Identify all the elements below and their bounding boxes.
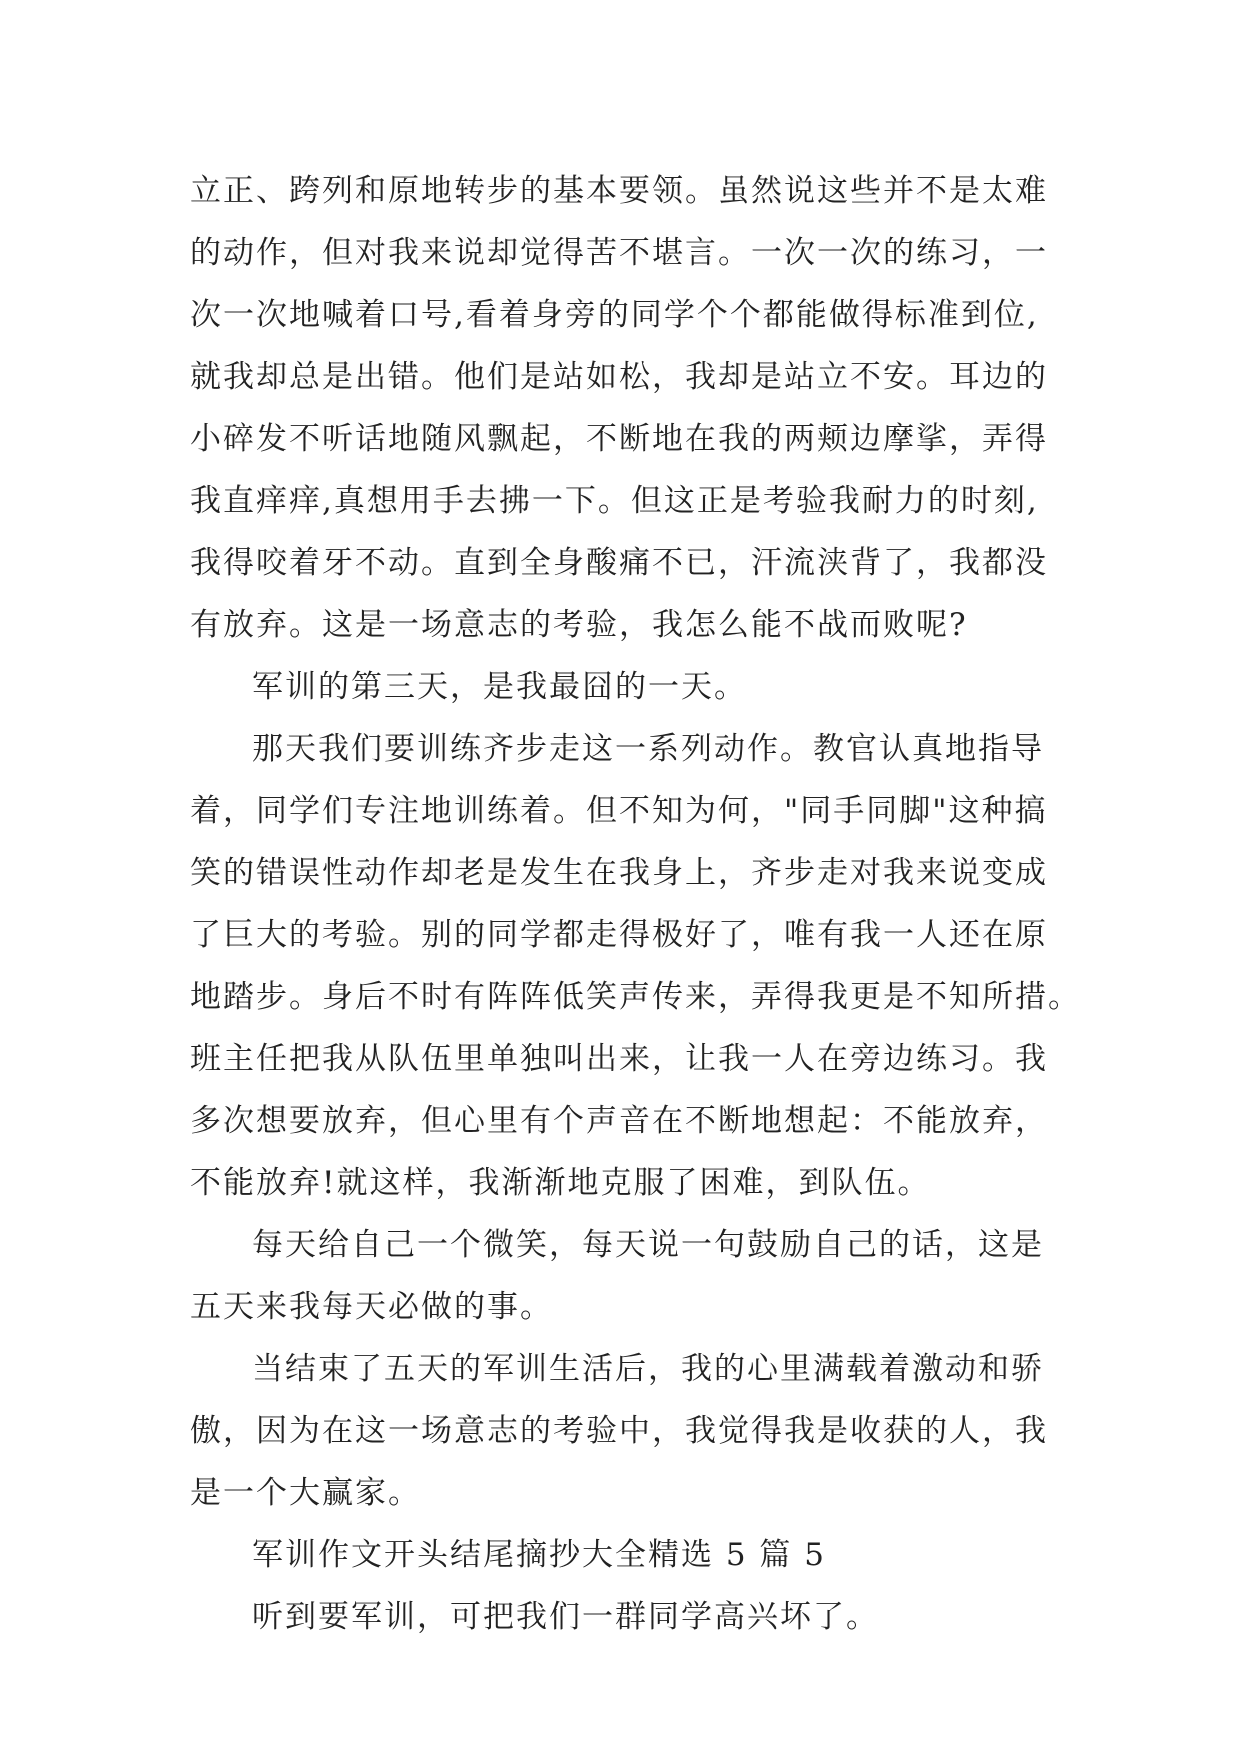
- text-line: 就我却总是出错。他们是站如松，我却是站立不安。耳边的: [190, 359, 1048, 395]
- text-line: 有放弃。这是一场意志的考验，我怎么能不战而败呢?: [190, 607, 968, 643]
- text-line: 傲，因为在这一场意志的考验中，我觉得我是收获的人，我: [190, 1413, 1048, 1449]
- text-line: 我得咬着牙不动。直到全身酸痛不已，汗流浃背了，我都没: [190, 545, 1048, 581]
- text-line: 了巨大的考验。别的同学都走得极好了，唯有我一人还在原: [190, 917, 1048, 953]
- text-line: 次一次地喊着口号,看着身旁的同学个个都能做得标准到位,: [190, 297, 1039, 333]
- paragraph-start-line: 每天给自己一个微笑，每天说一句鼓励自己的话，这是: [252, 1227, 1044, 1263]
- text-line: 我直痒痒,真想用手去拂一下。但这正是考验我耐力的时刻,: [190, 483, 1039, 519]
- text-line: 不能放弃!就这样，我渐渐地克服了困难，到队伍。: [190, 1165, 931, 1201]
- text-line: 班主任把我从队伍里单独叫出来，让我一人在旁边练习。我: [190, 1041, 1048, 1077]
- body-text: [190, 160, 1081, 1648]
- text-line: 小碎发不听话地随风飘起，不断地在我的两颊边摩挲，弄得: [190, 421, 1048, 457]
- text-line: 是一个大赢家。: [190, 1475, 421, 1511]
- text-line: 着，同学们专注地训练着。但不知为何，"同手同脚"这种搞: [190, 793, 1048, 829]
- text-line: 多次想要放弃，但心里有个声音在不断地想起：不能放弃，: [190, 1103, 1048, 1139]
- text-line: 立正、跨列和原地转步的基本要领。虽然说这些并不是太难: [190, 173, 1048, 209]
- paragraph-start-line: 当结束了五天的军训生活后，我的心里满载着激动和骄: [252, 1351, 1044, 1387]
- paragraph-start-line: 那天我们要训练齐步走这一系列动作。教官认真地指导: [252, 731, 1044, 767]
- text-line: 的动作，但对我来说却觉得苦不堪言。一次一次的练习，一: [190, 235, 1048, 271]
- section-heading: 军训作文开头结尾摘抄大全精选 5 篇 5: [252, 1537, 827, 1573]
- paragraph-start-line: 军训的第三天，是我最囧的一天。: [252, 669, 747, 705]
- text-line: 地踏步。身后不时有阵阵低笑声传来，弄得我更是不知所措。: [190, 979, 1081, 1015]
- text-line: 笑的错误性动作却老是发生在我身上，齐步走对我来说变成: [190, 855, 1048, 891]
- paragraph-start-line: 听到要军训，可把我们一群同学高兴坏了。: [252, 1599, 879, 1635]
- text-line: 五天来我每天必做的事。: [190, 1289, 553, 1325]
